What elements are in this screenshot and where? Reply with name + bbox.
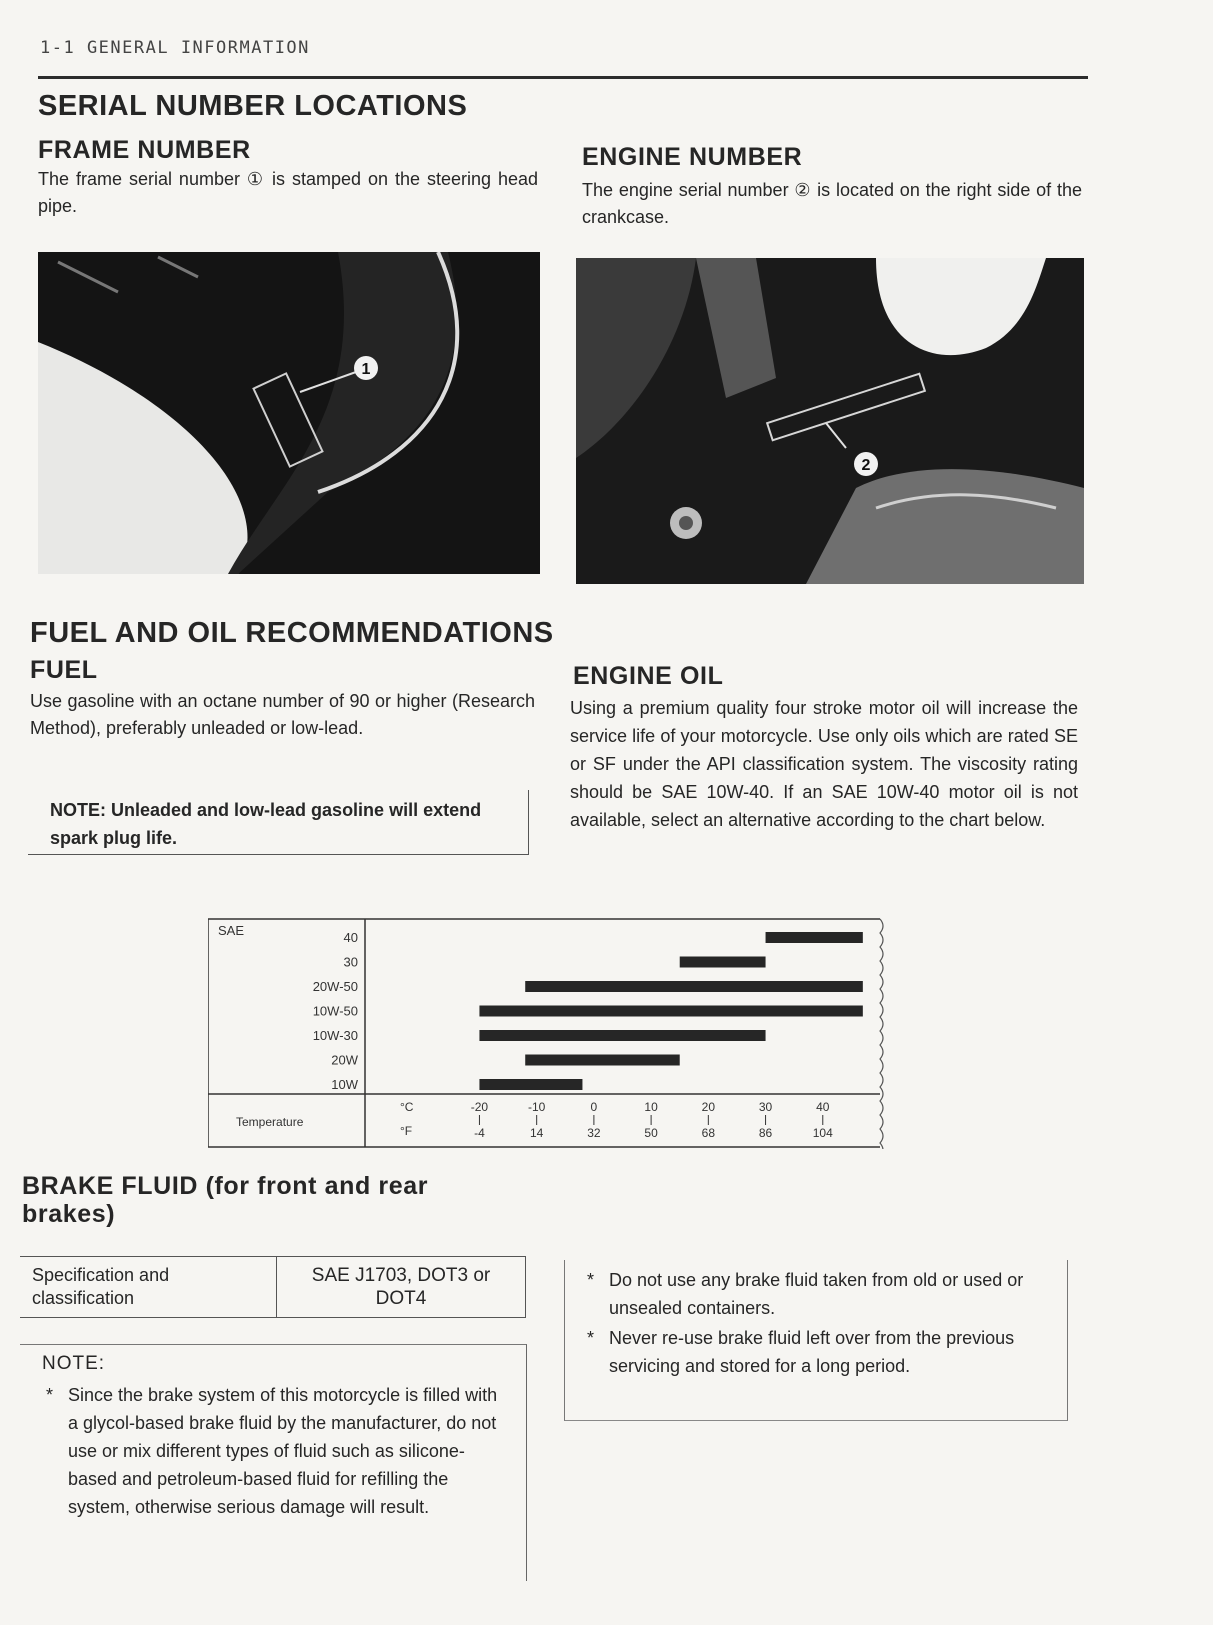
chart-tick-fahrenheit: -4 [474, 1126, 485, 1140]
brake-note-list [42, 1381, 502, 1521]
chart-row-header: SAE [218, 923, 245, 938]
chart-tick-celsius: 30 [758, 1100, 773, 1114]
chart-tick-celsius: -20 [470, 1100, 489, 1114]
engine-number-heading: ENGINE NUMBER [582, 143, 803, 171]
chart-category-label: 20W [331, 1052, 358, 1068]
frame-number-heading: FRAME NUMBER [38, 136, 251, 164]
engine-photo-illustration [576, 258, 1084, 584]
table-row [20, 1257, 526, 1318]
chart-tick-fahrenheit: 68 [701, 1126, 716, 1140]
chart-unit-fahrenheit: °F [400, 1124, 413, 1138]
frame-callout-1: 1 [361, 361, 371, 378]
chart-tick-fahrenheit: 50 [644, 1126, 658, 1140]
chart-tick-celsius: -10 [527, 1100, 546, 1114]
brake-extra-list [583, 1266, 1043, 1380]
fuel-heading: FUEL [30, 656, 98, 684]
chart-tick-celsius: 40 [816, 1100, 830, 1114]
header-rule [38, 76, 1088, 79]
chart-bar [479, 1030, 765, 1041]
chart-bar [680, 957, 766, 968]
frame-number-text: The frame serial number ① is stamped on the steering head pipe. [38, 169, 538, 216]
brake-extra-box [564, 1260, 1068, 1421]
chart-bar [766, 932, 863, 943]
fuel-note-label: NOTE: [50, 800, 106, 820]
fuel-note-box [28, 790, 529, 855]
engine-oil-heading: ENGINE OIL [573, 662, 724, 690]
list-item [42, 1381, 502, 1521]
bullet-text: Do not use any brake fluid taken from old or used or unsealed containers. [609, 1270, 1024, 1318]
chart-category-label: 10W-30 [312, 1028, 358, 1043]
spec-label-cell: Specification and classification [20, 1257, 277, 1318]
brake-spec-table [20, 1256, 526, 1318]
chart-tick-fahrenheit: 104 [812, 1126, 833, 1140]
fuel-note-text: Unleaded and low-lead gasoline will extend spark plug life. [50, 800, 482, 848]
running-head: 1-1 GENERAL INFORMATION [40, 38, 310, 58]
engine-callout-2: 2 [861, 457, 871, 474]
chart-temperature-label: Temperature [236, 1115, 304, 1129]
chart-unit-celsius: °C [400, 1100, 414, 1114]
viscosity-chart-svg [208, 915, 886, 1149]
chart-tick-fahrenheit: 14 [529, 1126, 544, 1140]
fuel-text: Use gasoline with an octane number of 90 or higher (Research Method), preferably unleaded or low-lead. [30, 691, 535, 738]
chart-category-label: 10W-50 [312, 1003, 358, 1019]
chart-category-label: 10W [331, 1077, 358, 1092]
chart-tick-celsius: 0 [590, 1100, 598, 1114]
brake-note-label: NOTE: [42, 1353, 106, 1374]
list-item [583, 1266, 1043, 1322]
oil-viscosity-chart [208, 915, 886, 1149]
chart-bar [525, 981, 863, 992]
brake-fluid-title: BRAKE FLUID (for front and rear brakes) [22, 1172, 429, 1228]
bullet-star: * [587, 1328, 595, 1348]
bullet-text: Since the brake system of this motorcycle is filled with a glycol-based brake fluid by the manufacturer, do not use or mix different types of fluid such as silicone-based and petroleum-based fluid for refilling the system, otherwise serious damage will result. [68, 1385, 498, 1517]
engine-number-photo [576, 258, 1084, 584]
engine-oil-text: Using a premium quality four stroke motor oil will increase the service life of your motorcycle. Use only oils which are rated SE or SF under the API classification system. The viscosity rating should be SAE 10W-40. If an SAE 10W-40 motor oil is not available, select an alternative according to the chart below. [570, 698, 1078, 830]
chart-category-label: 40 [343, 930, 358, 945]
bullet-star: * [587, 1270, 595, 1290]
fuel-note [28, 790, 528, 852]
brake-note-box [20, 1344, 527, 1581]
frame-number-photo [38, 252, 540, 574]
chart-tick-fahrenheit: 32 [587, 1126, 601, 1140]
chart-tick-celsius: 20 [701, 1100, 716, 1114]
engine-number-text: The engine serial number ② is located on the right side of the crankcase. [582, 180, 1082, 227]
chart-bar [479, 1079, 582, 1090]
chart-bar [479, 1006, 862, 1017]
list-item [583, 1324, 1043, 1380]
chart-wavy-edge [880, 919, 883, 1149]
chart-tick-celsius: 10 [644, 1100, 658, 1114]
serial-locations-title: SERIAL NUMBER LOCATIONS [38, 90, 468, 122]
bullet-text: Never re-use brake fluid left over from the previous servicing and stored for a long period. [609, 1328, 1015, 1376]
spec-value-cell: SAE J1703, DOT3 or DOT4 [277, 1257, 526, 1318]
chart-bar [525, 1055, 680, 1066]
frame-photo-illustration [38, 252, 540, 574]
bullet-star: * [46, 1385, 54, 1405]
fuel-oil-title: FUEL AND OIL RECOMMENDATIONS [30, 617, 554, 649]
chart-category-label: 30 [343, 954, 358, 970]
chart-category-label: 20W-50 [312, 979, 358, 994]
chart-tick-fahrenheit: 86 [758, 1126, 773, 1140]
